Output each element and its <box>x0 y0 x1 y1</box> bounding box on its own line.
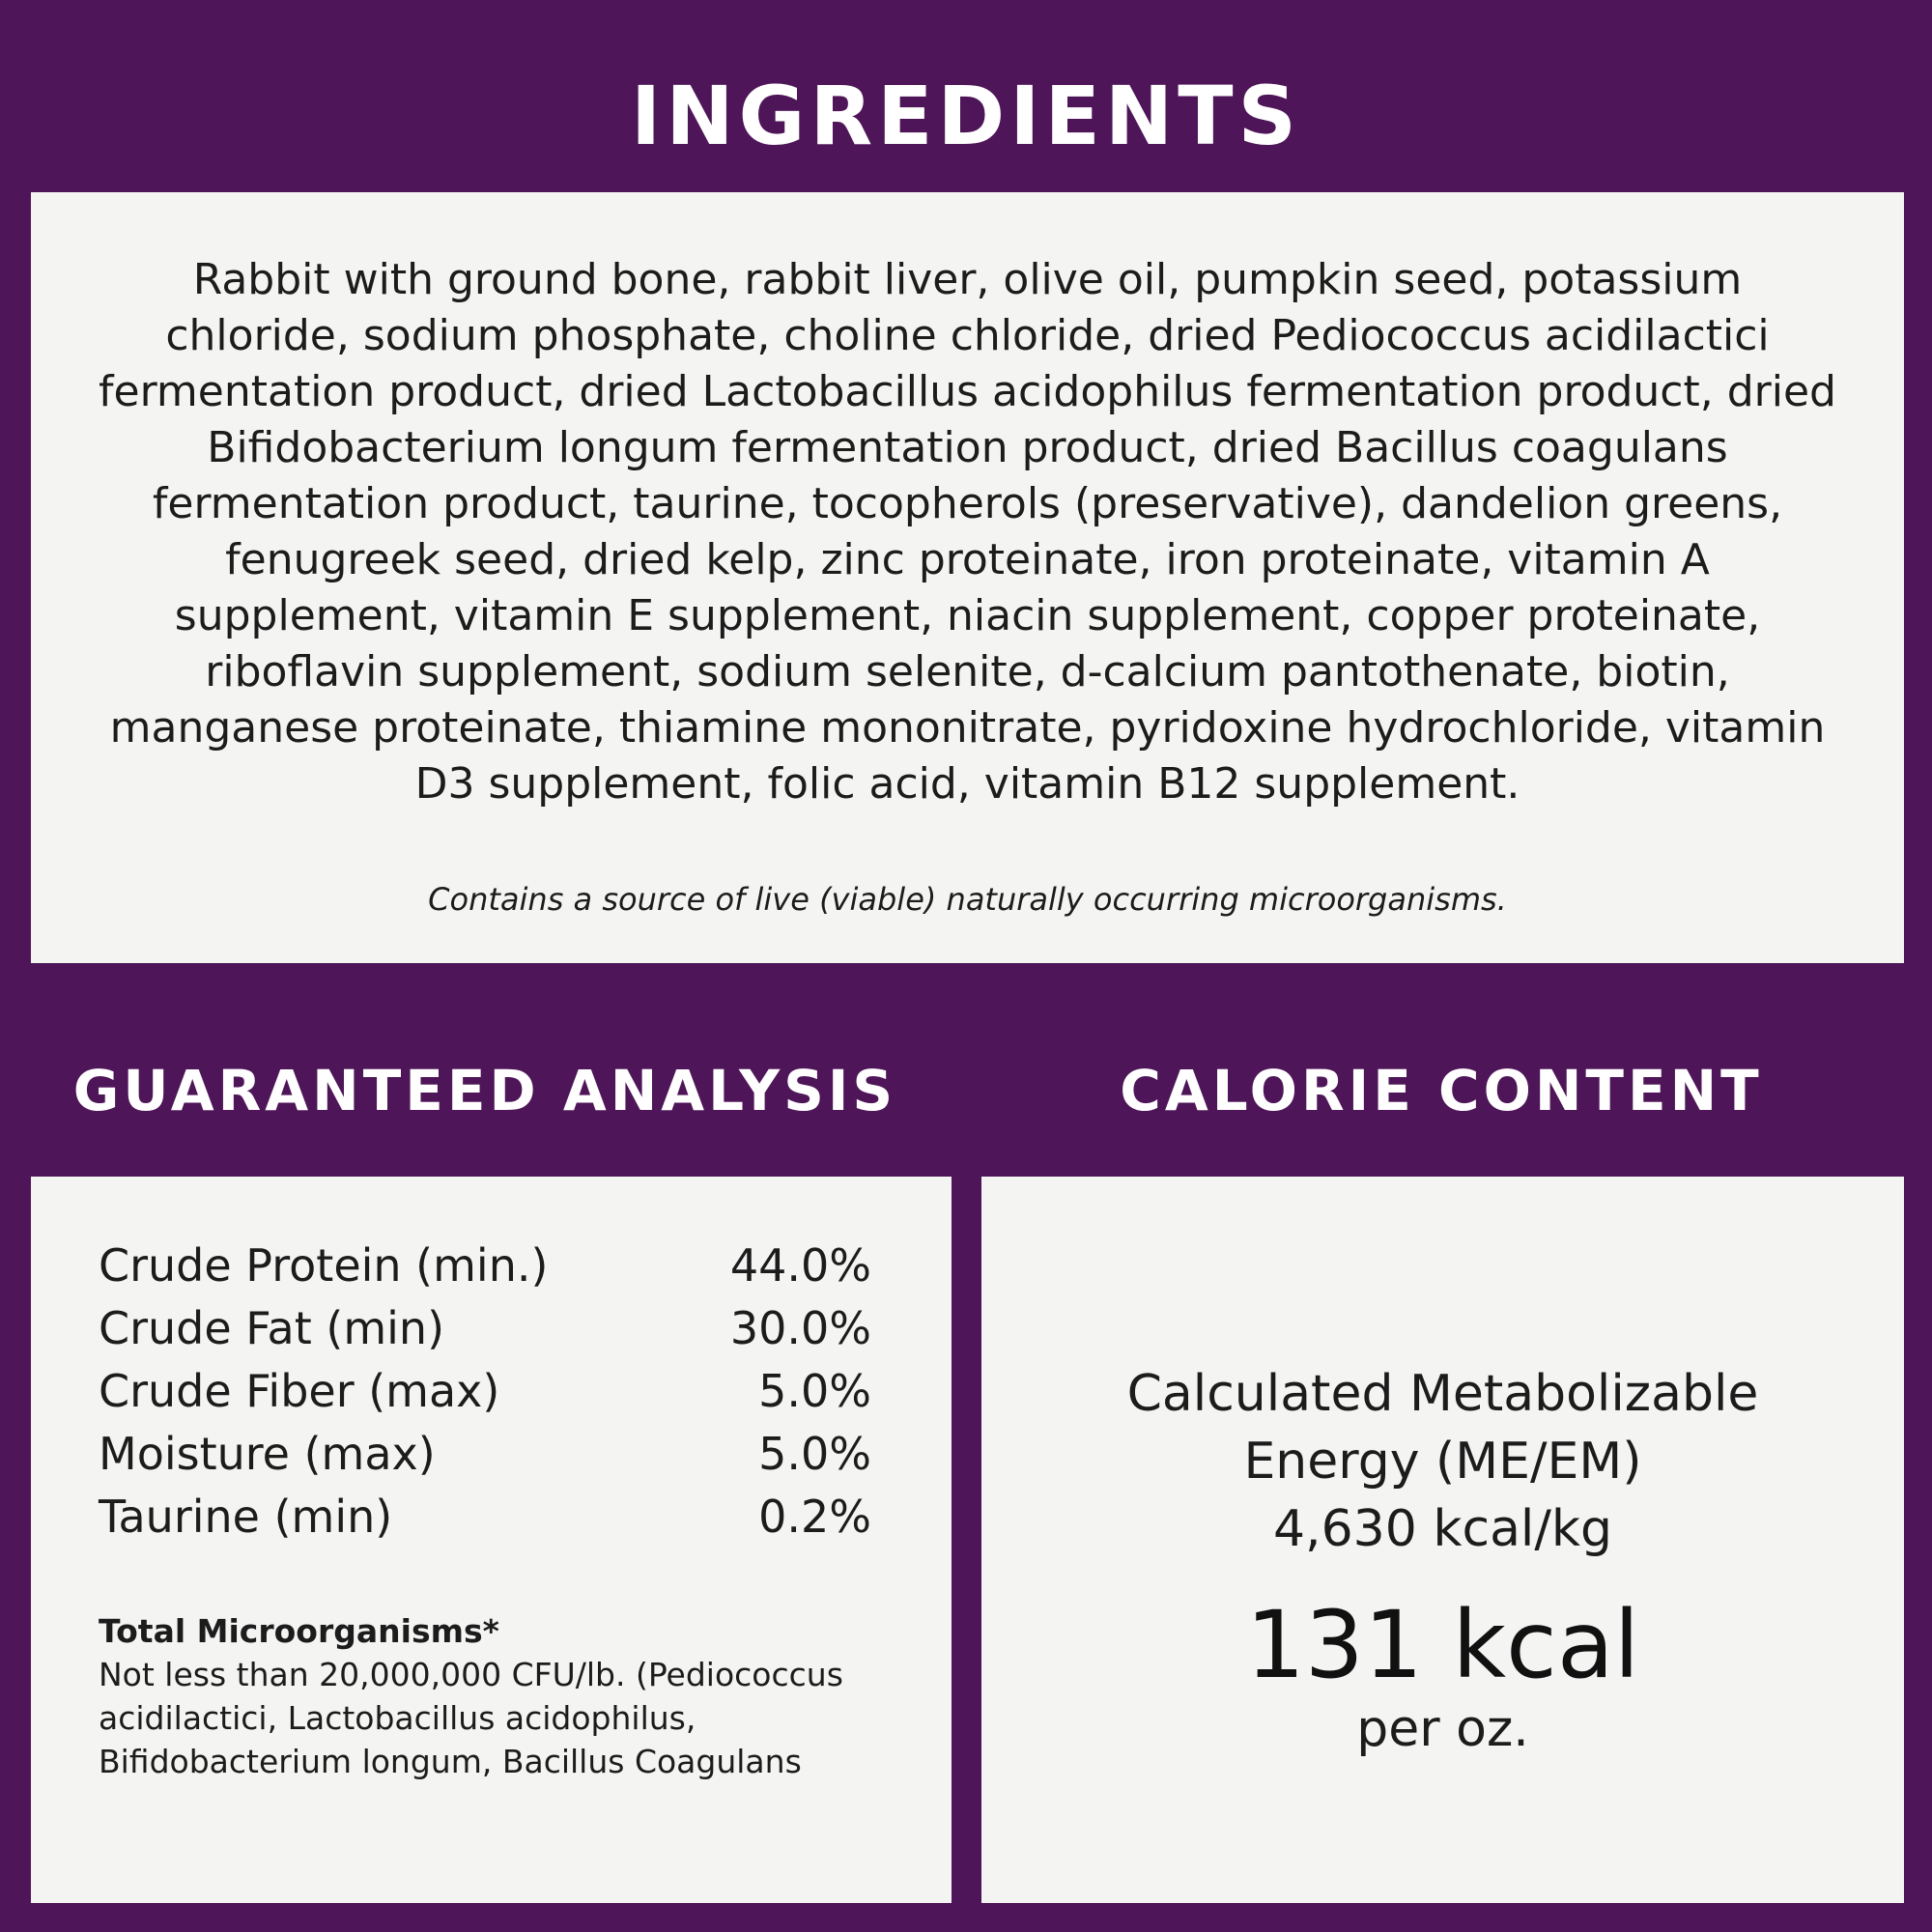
analysis-value: 44.0% <box>729 1239 871 1292</box>
ingredients-title: INGREDIENTS <box>630 69 1302 163</box>
analysis-label: Crude Fat (min) <box>99 1302 445 1354</box>
analysis-row <box>99 1297 871 1360</box>
analysis-row <box>99 1235 871 1297</box>
analysis-label: Crude Fiber (max) <box>99 1365 500 1417</box>
calorie-description <box>981 1360 1904 1563</box>
ingredients-text: Rabbit with ground bone, rabbit liver, olive oil, pumpkin seed, potassium chloride, sodium phosphate, choline chloride, dried Pediococcus acidilactici fermentation product, dried Lactobacillus acidophilus fermentation product, dried Bifidobacterium longum fermentation product, dried Bacillus coagulans fermentation product, taurine, tocopherols (preservative), dandelion greens, fenugreek seed, dried kelp, zinc proteinate, iron proteinate, vitamin A supplement, vitamin E supplement, niacin supplement, copper proteinate, riboflavin supplement, sodium selenite, d-calcium pantothenate, biotin, manganese proteinate, thiamine mononitrate, pyridoxine hydrochloride, vitamin D3 supplement, folic acid, vitamin B12 supplement. <box>99 255 1836 809</box>
analysis-label: Moisture (max) <box>99 1428 436 1480</box>
ingredients-note: Contains a source of live (viable) naturally occurring microorganisms. <box>428 881 1507 918</box>
calorie-line-1: Calculated Metabolizable <box>1126 1365 1759 1423</box>
ingredients-panel <box>31 192 1904 963</box>
microorganisms-note <box>99 1609 900 1783</box>
analysis-value: 5.0% <box>758 1365 871 1417</box>
analysis-row <box>99 1360 871 1423</box>
calorie-line-2: Energy (ME/EM) <box>1243 1433 1642 1491</box>
microorganisms-body: Not less than 20,000,000 CFU/lb. (Pediococcus acidilactici, Lactobacillus acidophilus, Bifidobacterium longum, Bacillus Coagulans <box>99 1656 843 1780</box>
analysis-label: Taurine (min) <box>99 1491 393 1543</box>
analysis-value: 30.0% <box>729 1302 871 1354</box>
microorganisms-title: Total Microorganisms* <box>99 1612 499 1650</box>
calorie-content-panel <box>981 1177 1904 1903</box>
guaranteed-analysis-panel <box>31 1177 952 1903</box>
analysis-label: Crude Protein (min.) <box>99 1239 549 1292</box>
calorie-per-oz-unit: per oz. <box>1356 1700 1529 1758</box>
analysis-value: 0.2% <box>758 1491 871 1543</box>
calorie-line-3: 4,630 kcal/kg <box>1272 1500 1613 1558</box>
analysis-value: 5.0% <box>758 1428 871 1480</box>
analysis-row <box>99 1423 871 1486</box>
guaranteed-analysis-title: GUARANTEED ANALYSIS <box>72 1058 897 1123</box>
analysis-row <box>99 1486 871 1548</box>
calorie-per-oz-value: 131 kcal <box>1245 1591 1640 1699</box>
analysis-table <box>99 1235 871 1548</box>
calorie-content-title: CALORIE CONTENT <box>1120 1058 1763 1123</box>
